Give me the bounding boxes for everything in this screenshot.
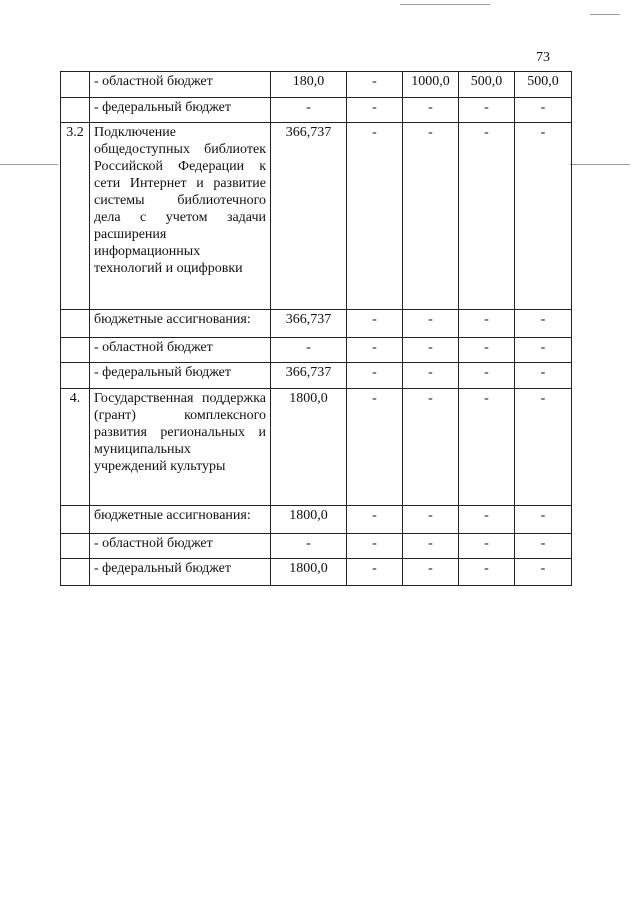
row-label: - областной бюджет bbox=[90, 338, 271, 363]
year-value: - bbox=[459, 363, 515, 389]
year-value: - bbox=[515, 310, 572, 338]
funding-row bbox=[61, 534, 572, 559]
row-number: 4. bbox=[61, 389, 90, 506]
year-value: - bbox=[459, 559, 515, 586]
total-value: 1800,0 bbox=[271, 559, 347, 586]
scan-artifact bbox=[0, 164, 58, 165]
page-number: 73 bbox=[536, 50, 550, 65]
year-value: - bbox=[347, 72, 403, 98]
funding-row bbox=[61, 338, 572, 363]
funding-row bbox=[61, 72, 572, 98]
year-value: - bbox=[347, 363, 403, 389]
row-number bbox=[61, 98, 90, 123]
year-value: - bbox=[347, 534, 403, 559]
total-value: 1800,0 bbox=[271, 506, 347, 534]
row-number bbox=[61, 72, 90, 98]
year-value: - bbox=[403, 98, 459, 123]
year-value: - bbox=[347, 389, 403, 506]
budget-table-body bbox=[61, 72, 572, 586]
total-value: 366,737 bbox=[271, 310, 347, 338]
row-label: - областной бюджет bbox=[90, 534, 271, 559]
year-value: - bbox=[347, 506, 403, 534]
year-value: - bbox=[515, 98, 572, 123]
funding-row bbox=[61, 98, 572, 123]
total-value: - bbox=[271, 338, 347, 363]
year-value: - bbox=[515, 123, 572, 310]
year-value: - bbox=[347, 123, 403, 310]
year-value: - bbox=[403, 310, 459, 338]
row-number bbox=[61, 559, 90, 586]
row-label: бюджетные ассигнования: bbox=[90, 506, 271, 534]
total-value: 180,0 bbox=[271, 72, 347, 98]
year-value: - bbox=[515, 363, 572, 389]
year-value: - bbox=[347, 98, 403, 123]
budget-table bbox=[60, 71, 572, 586]
funding-row bbox=[61, 310, 572, 338]
row-label: Государственная поддержка (грант) комплексного развития региональных и муниципальных учреждений культуры bbox=[90, 389, 271, 506]
year-value: - bbox=[515, 559, 572, 586]
row-label: - областной бюджет bbox=[90, 72, 271, 98]
year-value: - bbox=[403, 338, 459, 363]
year-value: - bbox=[515, 506, 572, 534]
scan-artifact bbox=[400, 4, 490, 5]
total-value: 366,737 bbox=[271, 363, 347, 389]
year-value: - bbox=[459, 506, 515, 534]
scan-artifact bbox=[590, 14, 620, 15]
measure-row bbox=[61, 389, 572, 506]
row-number bbox=[61, 338, 90, 363]
row-label: Подключение общедоступных библиотек Российской Федерации к сети Интернет и развитие системы библиотечного дела с учетом задачи расширения информационных технологий и оцифровки bbox=[90, 123, 271, 310]
row-label: - федеральный бюджет bbox=[90, 363, 271, 389]
funding-row bbox=[61, 506, 572, 534]
year-value: - bbox=[459, 338, 515, 363]
row-number: 3.2 bbox=[61, 123, 90, 310]
year-value: - bbox=[403, 559, 459, 586]
row-number bbox=[61, 506, 90, 534]
year-value: - bbox=[403, 123, 459, 310]
year-value: - bbox=[403, 363, 459, 389]
year-value: - bbox=[459, 389, 515, 506]
year-value: - bbox=[515, 389, 572, 506]
row-label: бюджетные ассигнования: bbox=[90, 310, 271, 338]
year-value: - bbox=[347, 338, 403, 363]
year-value: - bbox=[347, 310, 403, 338]
year-value: - bbox=[347, 559, 403, 586]
row-label: - федеральный бюджет bbox=[90, 559, 271, 586]
year-value: 1000,0 bbox=[403, 72, 459, 98]
year-value: 500,0 bbox=[515, 72, 572, 98]
year-value: - bbox=[515, 534, 572, 559]
year-value: - bbox=[459, 310, 515, 338]
funding-row bbox=[61, 559, 572, 586]
total-value: - bbox=[271, 534, 347, 559]
year-value: - bbox=[459, 534, 515, 559]
scan-artifact bbox=[570, 164, 630, 165]
year-value: - bbox=[403, 506, 459, 534]
year-value: - bbox=[403, 389, 459, 506]
year-value: - bbox=[515, 338, 572, 363]
funding-row bbox=[61, 363, 572, 389]
year-value: - bbox=[459, 98, 515, 123]
row-label: - федеральный бюджет bbox=[90, 98, 271, 123]
total-value: - bbox=[271, 98, 347, 123]
row-number bbox=[61, 363, 90, 389]
year-value: - bbox=[403, 534, 459, 559]
row-number bbox=[61, 310, 90, 338]
row-number bbox=[61, 534, 90, 559]
year-value: 500,0 bbox=[459, 72, 515, 98]
measure-row bbox=[61, 123, 572, 310]
total-value: 1800,0 bbox=[271, 389, 347, 506]
year-value: - bbox=[459, 123, 515, 310]
total-value: 366,737 bbox=[271, 123, 347, 310]
